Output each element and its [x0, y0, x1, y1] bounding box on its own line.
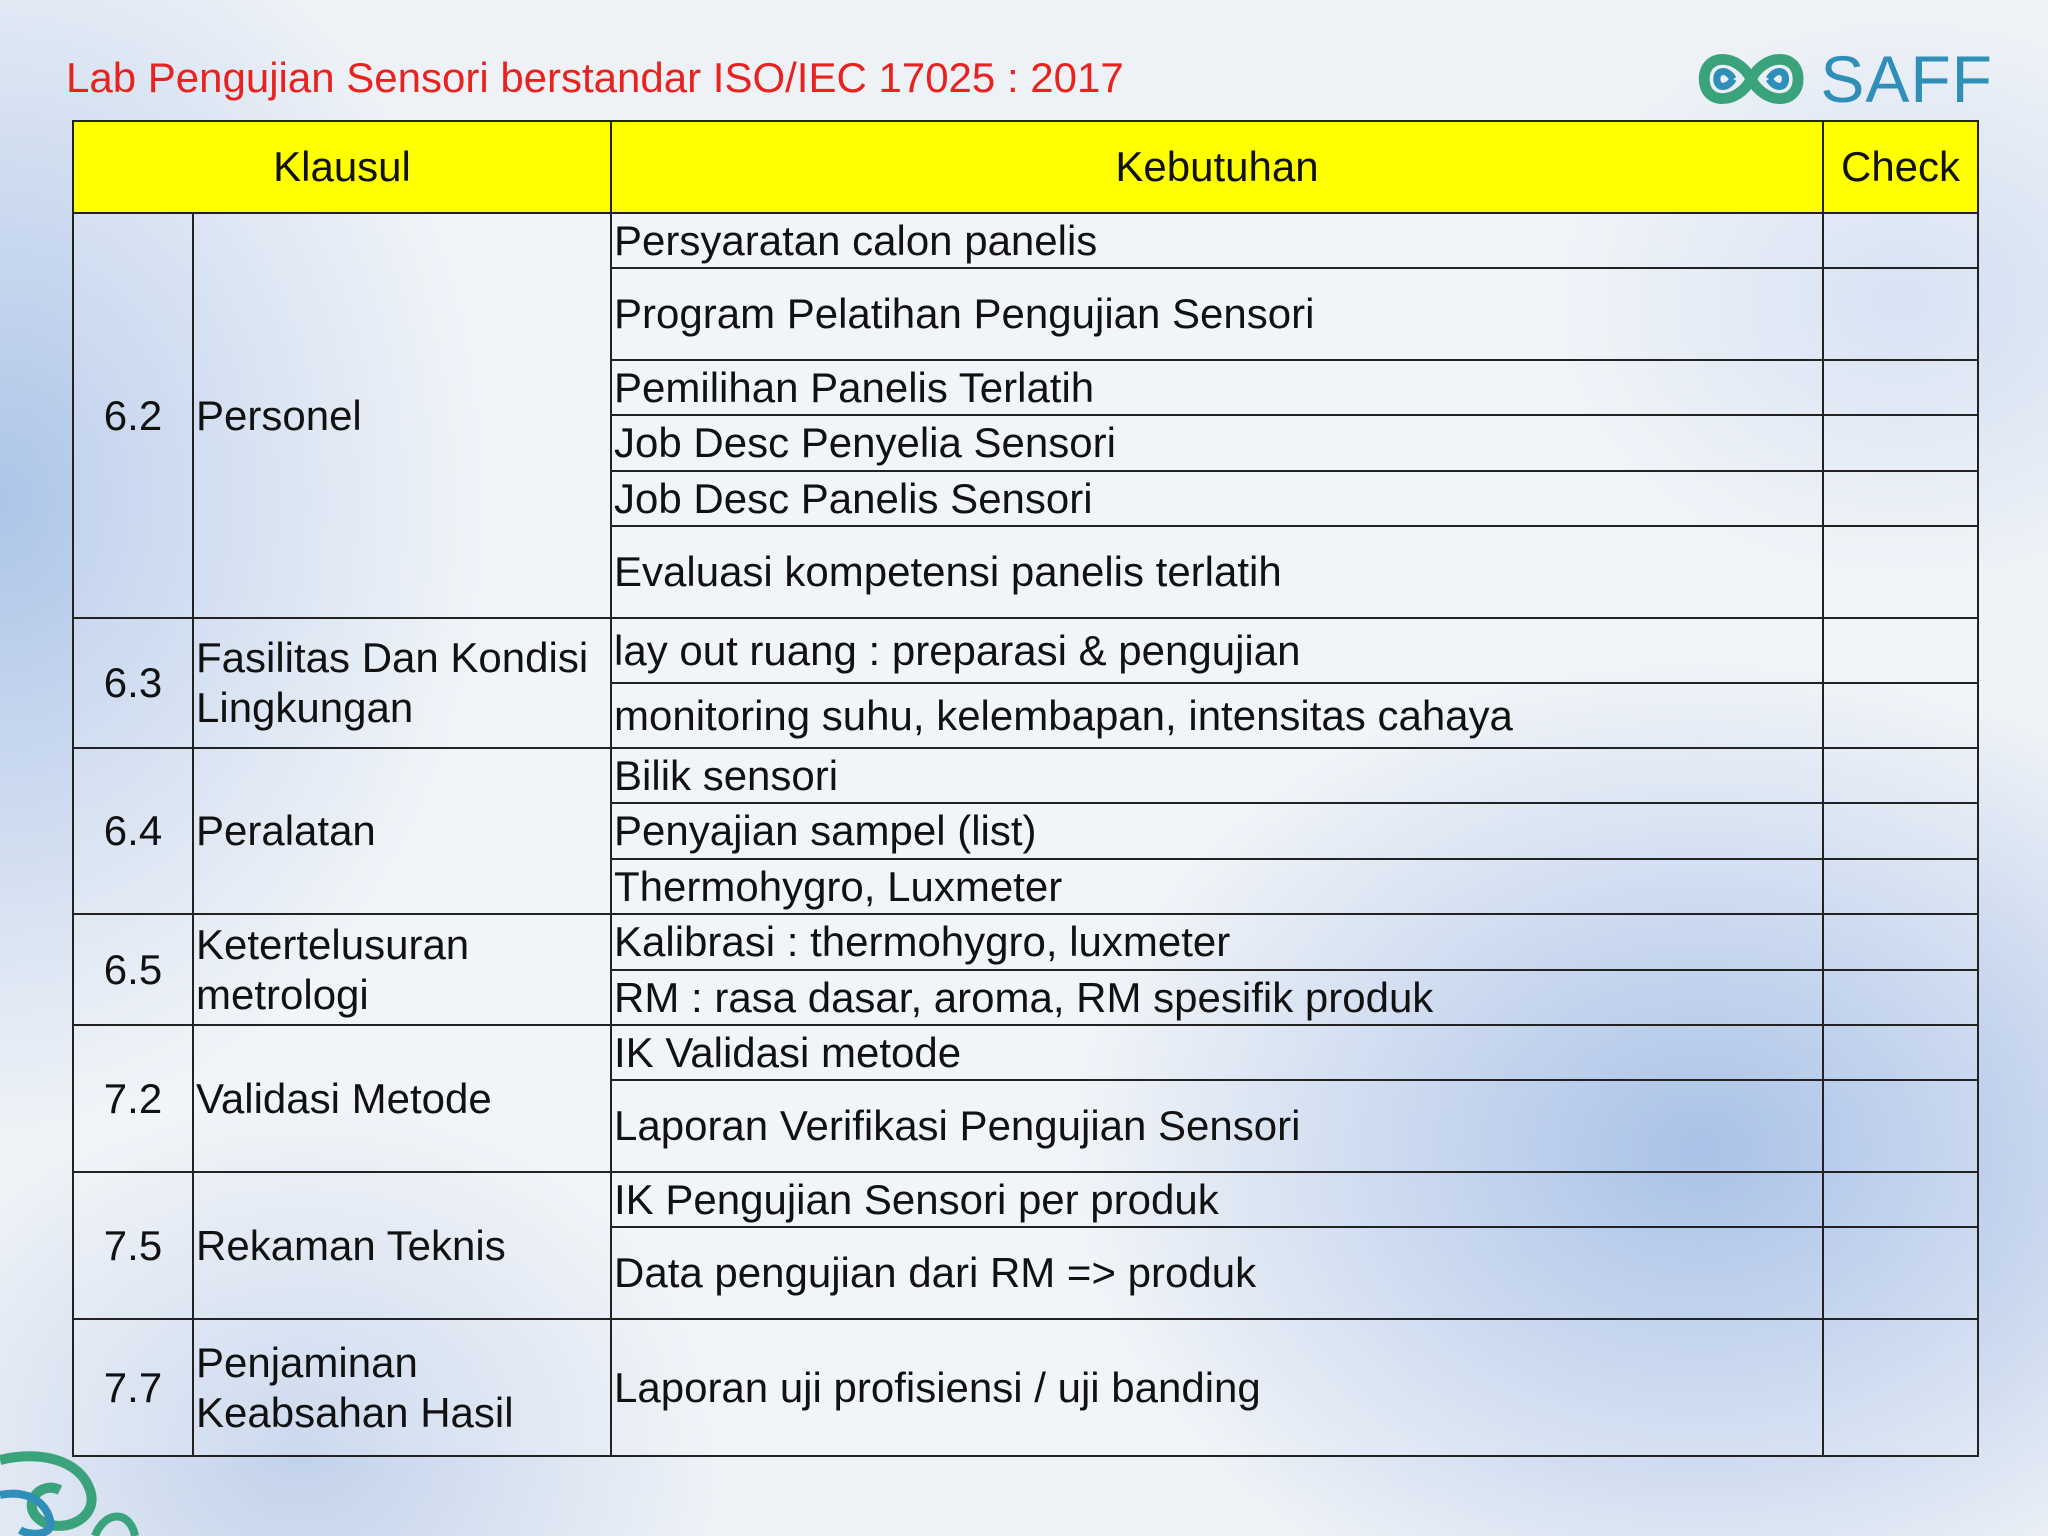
requirement-cell: lay out ruang : preparasi & pengujian [611, 618, 1823, 683]
clause-name: Fasilitas Dan Kondisi Lingkungan [193, 618, 611, 748]
header-klausul: Klausul [73, 121, 611, 213]
requirement-cell: Laporan uji profisiensi / uji banding [611, 1319, 1823, 1456]
requirement-cell: Job Desc Penyelia Sensori [611, 415, 1823, 471]
requirement-cell: Pemilihan Panelis Terlatih [611, 360, 1823, 415]
check-cell[interactable] [1823, 1172, 1978, 1227]
requirement-cell: IK Pengujian Sensori per produk [611, 1172, 1823, 1227]
check-cell[interactable] [1823, 213, 1978, 268]
check-cell[interactable] [1823, 1227, 1978, 1319]
check-cell[interactable] [1823, 1025, 1978, 1080]
check-cell[interactable] [1823, 415, 1978, 471]
clause-number: 7.2 [73, 1025, 193, 1172]
requirement-cell: monitoring suhu, kelembapan, intensitas cahaya [611, 683, 1823, 748]
check-cell[interactable] [1823, 803, 1978, 859]
table-row [73, 748, 1978, 803]
requirement-cell: IK Validasi metode [611, 1025, 1823, 1080]
check-cell[interactable] [1823, 1080, 1978, 1172]
clause-number: 6.2 [73, 213, 193, 618]
page-title: Lab Pengujian Sensori berstandar ISO/IEC 17025 : 2017 [66, 54, 1124, 101]
check-cell[interactable] [1823, 526, 1978, 618]
clause-number: 6.4 [73, 748, 193, 914]
check-cell[interactable] [1823, 360, 1978, 415]
check-cell[interactable] [1823, 471, 1978, 526]
table-row [73, 1172, 1978, 1227]
requirement-cell: Thermohygro, Luxmeter [611, 859, 1823, 914]
clause-number: 7.7 [73, 1319, 193, 1456]
table-row [73, 213, 1978, 268]
clause-name: Ketertelusuran metrologi [193, 914, 611, 1025]
check-cell[interactable] [1823, 683, 1978, 748]
requirement-cell: Program Pelatihan Pengujian Sensori [611, 268, 1823, 360]
infinity-logo-icon [1688, 38, 1814, 120]
clause-name: Personel [193, 213, 611, 618]
header-kebutuhan: Kebutuhan [611, 121, 1823, 213]
clause-name: Rekaman Teknis [193, 1172, 611, 1319]
check-cell[interactable] [1823, 859, 1978, 914]
requirement-cell: Laporan Verifikasi Pengujian Sensori [611, 1080, 1823, 1172]
check-cell[interactable] [1823, 268, 1978, 360]
header-check: Check [1823, 121, 1978, 213]
table-row [73, 618, 1978, 683]
clause-number: 6.3 [73, 618, 193, 748]
saff-logo [1688, 38, 1993, 120]
requirement-cell: Job Desc Panelis Sensori [611, 471, 1823, 526]
clause-name: Validasi Metode [193, 1025, 611, 1172]
table-row [73, 1319, 1978, 1456]
logo-text: SAFF [1820, 42, 1993, 116]
swirl-decoration-icon [0, 1440, 140, 1536]
requirement-cell: Kalibrasi : thermohygro, luxmeter [611, 914, 1823, 970]
requirement-cell: RM : rasa dasar, aroma, RM spesifik produk [611, 970, 1823, 1025]
clause-table [72, 120, 1979, 1457]
clause-name: Peralatan [193, 748, 611, 914]
clause-name: Penjaminan Keabsahan Hasil [193, 1319, 611, 1456]
check-cell[interactable] [1823, 748, 1978, 803]
requirement-cell: Persyaratan calon panelis [611, 213, 1823, 268]
requirement-cell: Data pengujian dari RM => produk [611, 1227, 1823, 1319]
check-cell[interactable] [1823, 970, 1978, 1025]
requirement-cell: Bilik sensori [611, 748, 1823, 803]
table-row [73, 914, 1978, 970]
table-row [73, 1025, 1978, 1080]
check-cell[interactable] [1823, 618, 1978, 683]
check-cell[interactable] [1823, 1319, 1978, 1456]
clause-number: 6.5 [73, 914, 193, 1025]
check-cell[interactable] [1823, 914, 1978, 970]
requirement-cell: Penyajian sampel (list) [611, 803, 1823, 859]
clause-number: 7.5 [73, 1172, 193, 1319]
table-header-row [73, 121, 1978, 213]
requirement-cell: Evaluasi kompetensi panelis terlatih [611, 526, 1823, 618]
